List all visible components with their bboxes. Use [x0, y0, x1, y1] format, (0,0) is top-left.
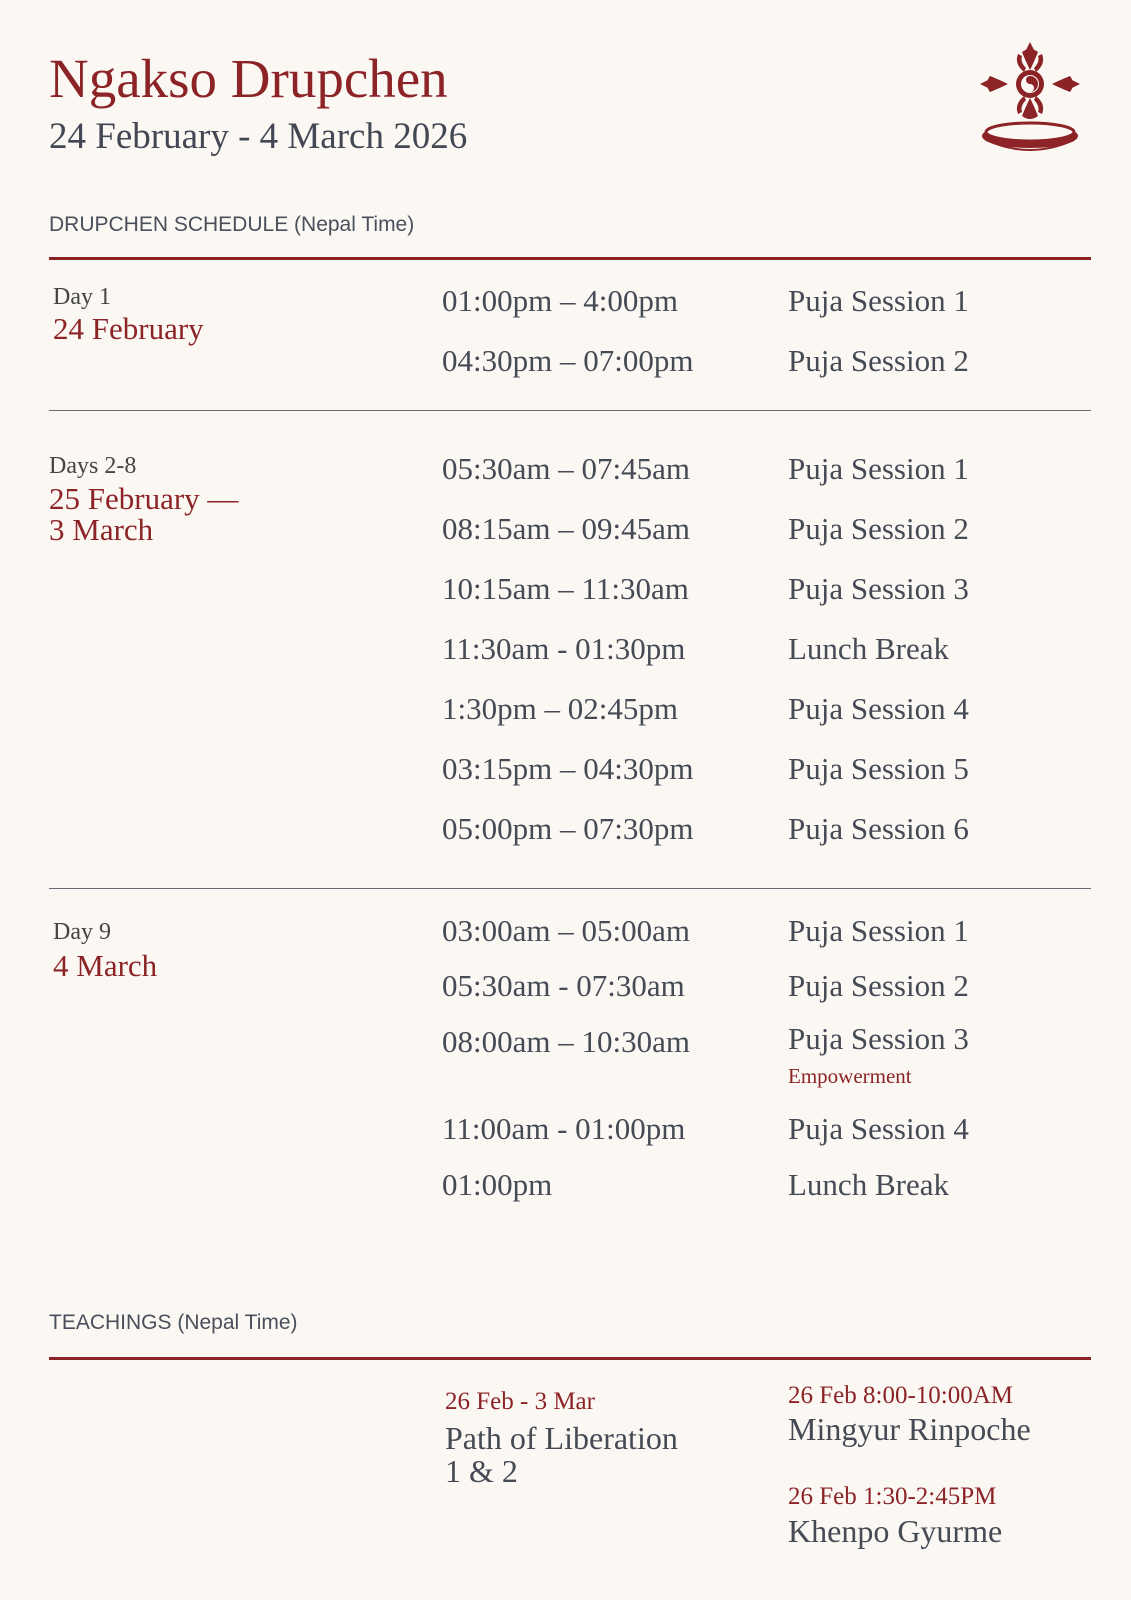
teacher-name: Mingyur Rinpoche	[788, 1411, 1031, 1447]
session-name: Lunch Break	[788, 1167, 949, 1202]
group-divider	[49, 410, 1091, 411]
day-date: 25 February — 3 March	[49, 481, 239, 547]
teacher-name: Khenpo Gyurme	[788, 1513, 1003, 1549]
day-label: Day 9	[53, 919, 111, 945]
session-time: 1:30pm – 02:45pm	[442, 691, 678, 726]
session-time: 08:15am – 09:45am	[442, 511, 690, 546]
session-time: 11:30am - 01:30pm	[442, 631, 686, 666]
group-divider	[49, 888, 1091, 889]
page-title: Ngakso Drupchen	[49, 48, 448, 109]
double-vajra-icon	[978, 40, 1082, 160]
day-date: 4 March	[53, 948, 158, 983]
session-time: 01:00pm	[442, 1167, 553, 1202]
teaching-date: 26 Feb 1:30-2:45PM	[788, 1483, 997, 1510]
session-time: 11:00am - 01:00pm	[442, 1111, 686, 1146]
session-name: Lunch Break	[788, 631, 949, 666]
schedule-heading: DRUPCHEN SCHEDULE (Nepal Time)	[49, 213, 415, 236]
session-name: Puja Session 4	[788, 1111, 969, 1146]
day-label: Days 2-8	[49, 453, 137, 479]
teachings-divider	[49, 1357, 1091, 1360]
session-note: Empowerment	[788, 1064, 912, 1088]
teaching-date: 26 Feb 8:00-10:00AM	[788, 1382, 1013, 1409]
session-time: 04:30pm – 07:00pm	[442, 343, 694, 378]
session-name: Puja Session 2	[788, 343, 969, 378]
session-name: Puja Session 3	[788, 571, 969, 606]
day-date: 24 February	[53, 311, 204, 346]
session-name: Puja Session 1	[788, 283, 969, 318]
session-name: Puja Session 3	[788, 1021, 969, 1056]
day-label: Day 1	[53, 284, 111, 310]
session-time: 03:15pm – 04:30pm	[442, 751, 694, 786]
teachings-heading: TEACHINGS (Nepal Time)	[49, 1311, 298, 1334]
teaching-date: 26 Feb - 3 Mar	[445, 1388, 595, 1415]
session-name: Puja Session 5	[788, 751, 969, 786]
session-time: 10:15am – 11:30am	[442, 571, 689, 606]
session-time: 03:00am – 05:00am	[442, 913, 690, 948]
session-name: Puja Session 1	[788, 913, 969, 948]
session-time: 05:30am – 07:45am	[442, 451, 690, 486]
teaching-title: Path of Liberation 1 & 2	[445, 1420, 678, 1489]
schedule-divider	[49, 257, 1091, 260]
session-time: 01:00pm – 4:00pm	[442, 283, 678, 318]
session-name: Puja Session 2	[788, 511, 969, 546]
session-time: 08:00am – 10:30am	[442, 1024, 690, 1059]
event-dates: 24 February - 4 March 2026	[49, 116, 468, 157]
session-name: Puja Session 2	[788, 968, 969, 1003]
session-time: 05:30am - 07:30am	[442, 968, 685, 1003]
session-name: Puja Session 1	[788, 451, 969, 486]
session-name: Puja Session 4	[788, 691, 969, 726]
session-name: Puja Session 6	[788, 811, 969, 846]
session-time: 05:00pm – 07:30pm	[442, 811, 694, 846]
